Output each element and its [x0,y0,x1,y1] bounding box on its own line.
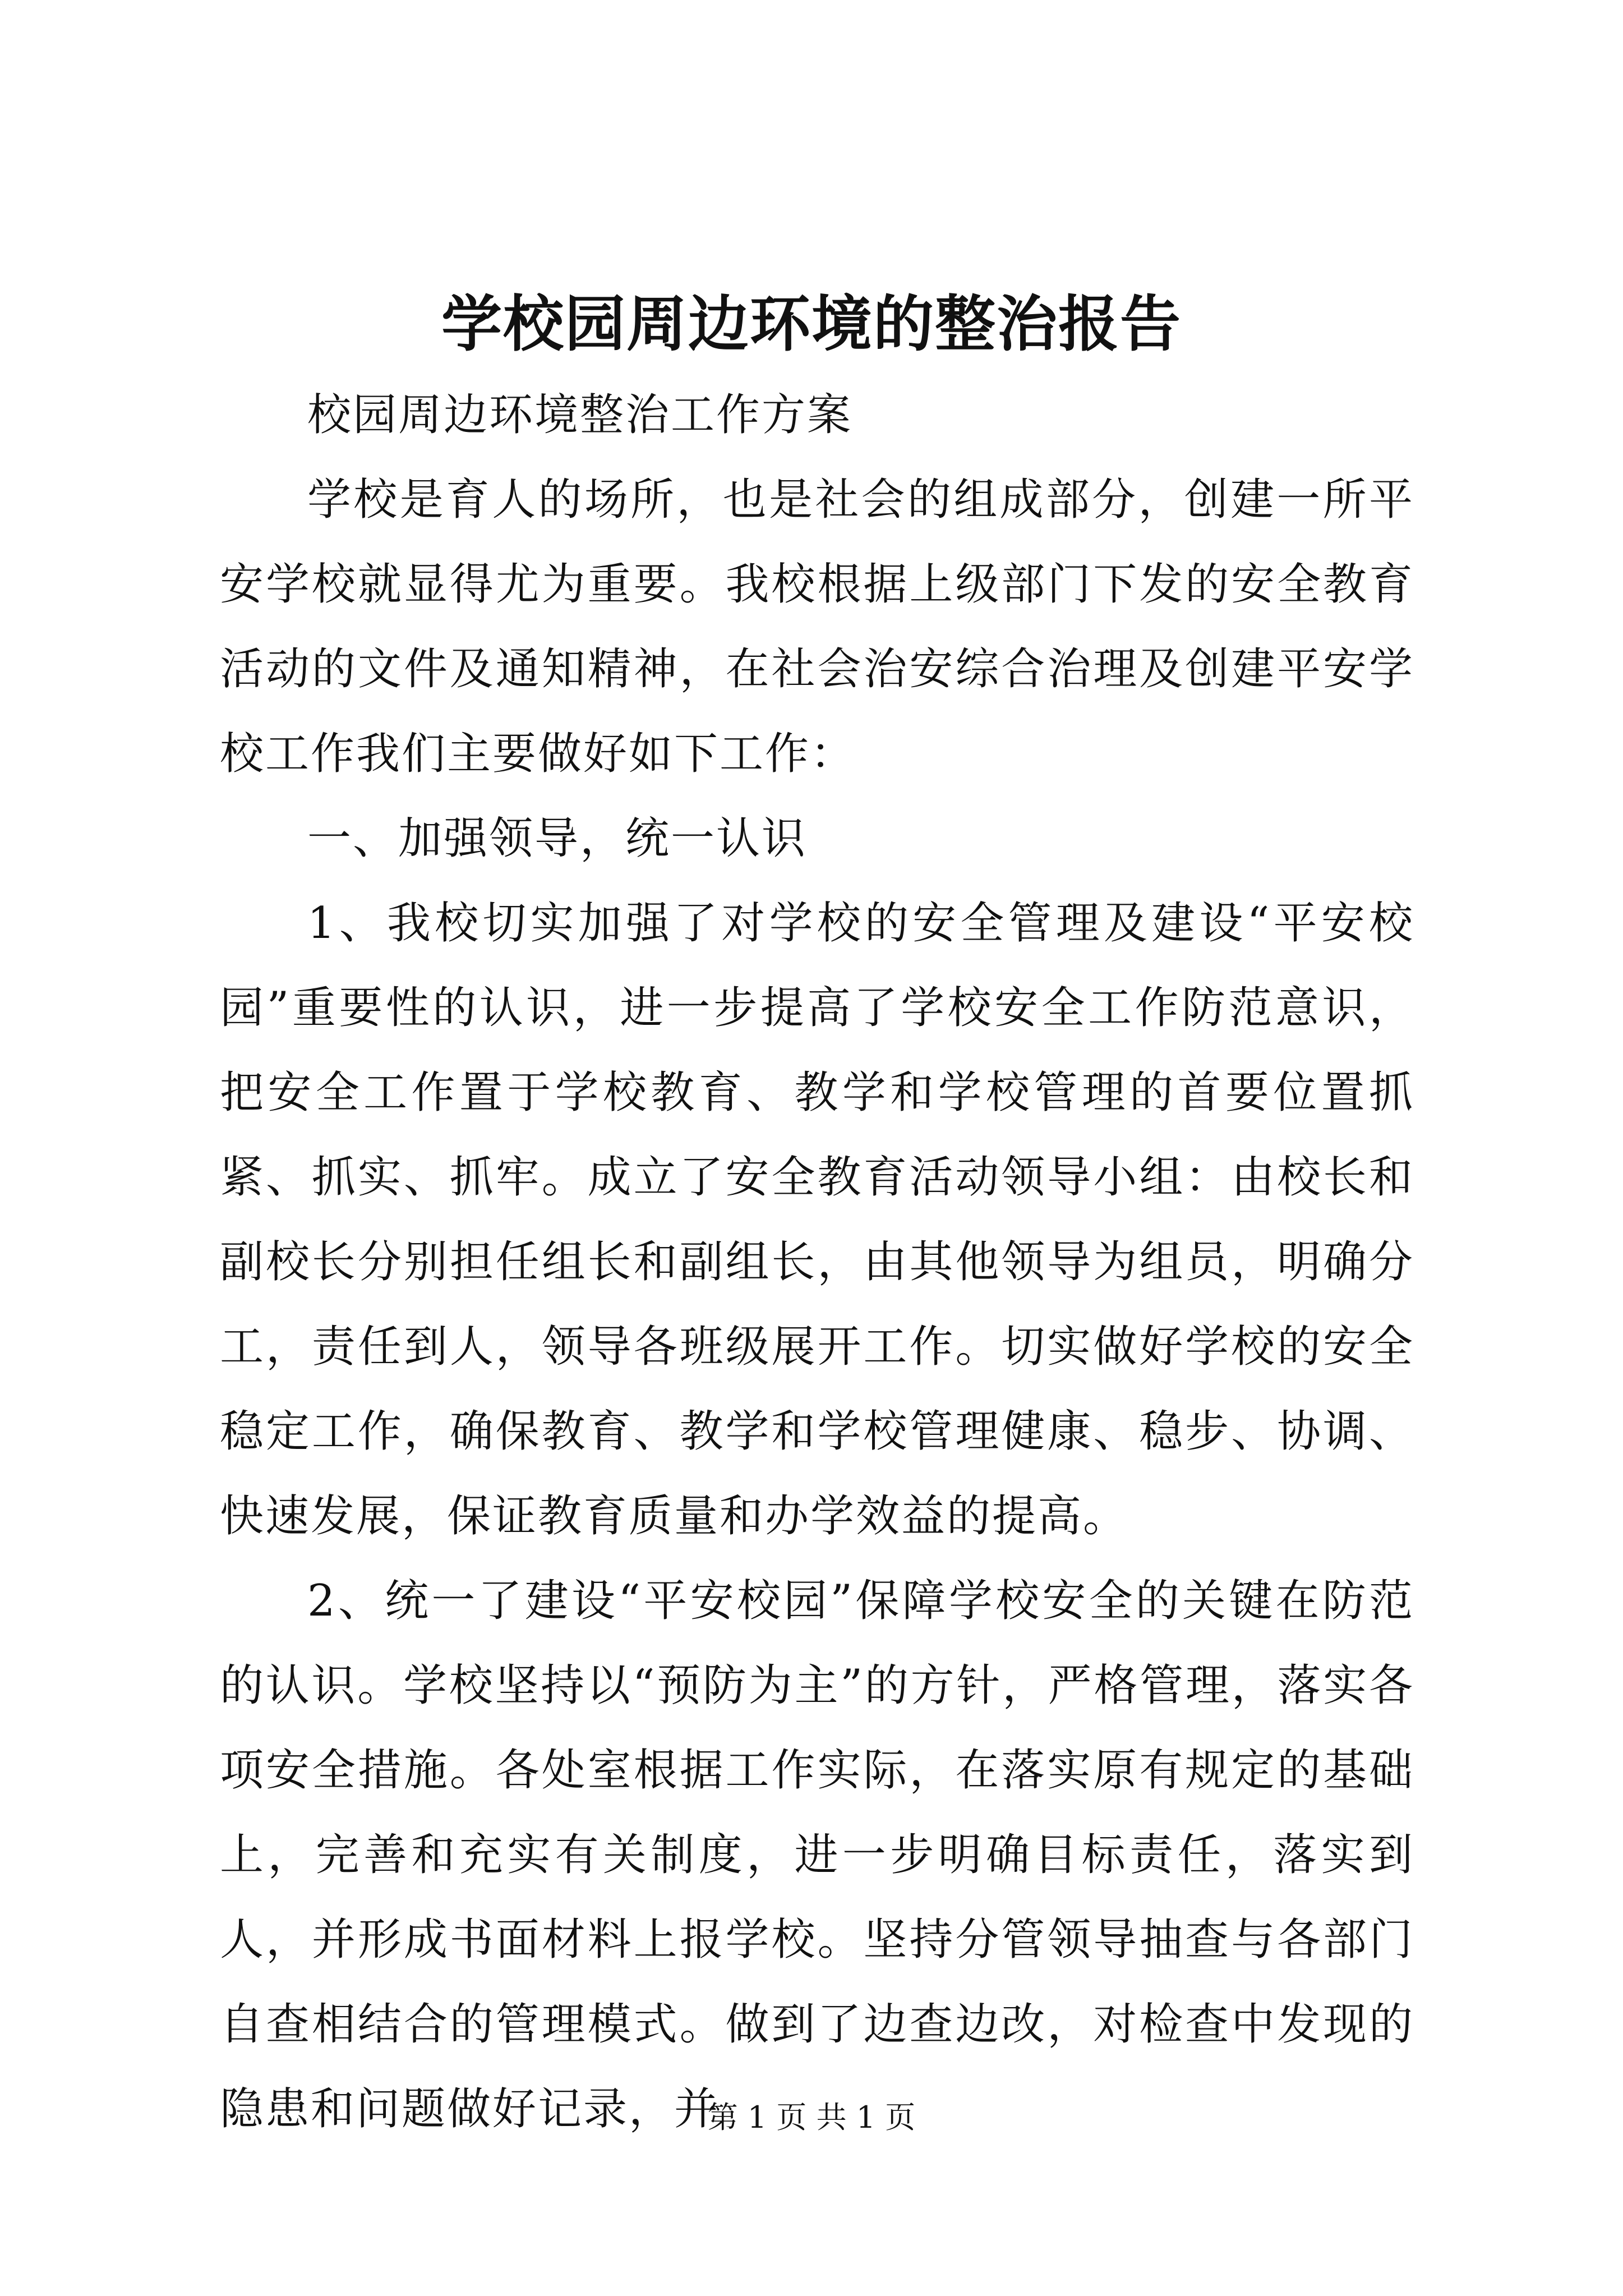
paragraph-intro: 学校是育人的场所，也是社会的组成部分，创建一所平安学校就显得尤为重要。我校根据上级部门下发的安全教育活动的文件及通知精神，在社会治安综合治理及创建平安学校工作我们主要做好如下工作： [220,475,1414,779]
paragraph-point-2: 2、统一了建设“平安校园”保障学校安全的关键在防范的认识。学校坚持以“预防为主”的方针，严格管理，落实各项安全措施。各处室根据工作实际，在落实原有规定的基础上，完善和充实有关制度，进一步明确目标责任，落实到人，并形成书面材料上报学校。坚持分管领导抽查与各部门自查相结合的管理模式。做到了边查边改，对检查中发现的隐患和问题做好记录，并 [220,1576,1414,2134]
paragraph-point-1: 1、我校切实加强了对学校的安全管理及建设“平安校园”重要性的认识，进一步提高了学校安全工作防范意识，把安全工作置于学校教育、教学和学校管理的首要位置抓紧、抓实、抓牢。成立了安全教育活动领导小组：由校长和副校长分别担任组长和副组长，由其他领导为组员，明确分工，责任到人，领导各班级展开工作。切实做好学校的安全稳定工作，确保教育、教学和学校管理健康、稳步、协调、快速发展，保证教育质量和办学效益的提高。 [220,898,1414,1542]
document-title: 学校园周边环境的整治报告 [441,289,1182,360]
section-heading: 一、加强领导，统一认识 [307,813,808,864]
paragraph-subtitle: 校园周边环境整治工作方案 [307,390,853,440]
page-number-footer: 第 1 页 共 1 页 [707,2100,916,2135]
document-body [220,373,1414,2152]
